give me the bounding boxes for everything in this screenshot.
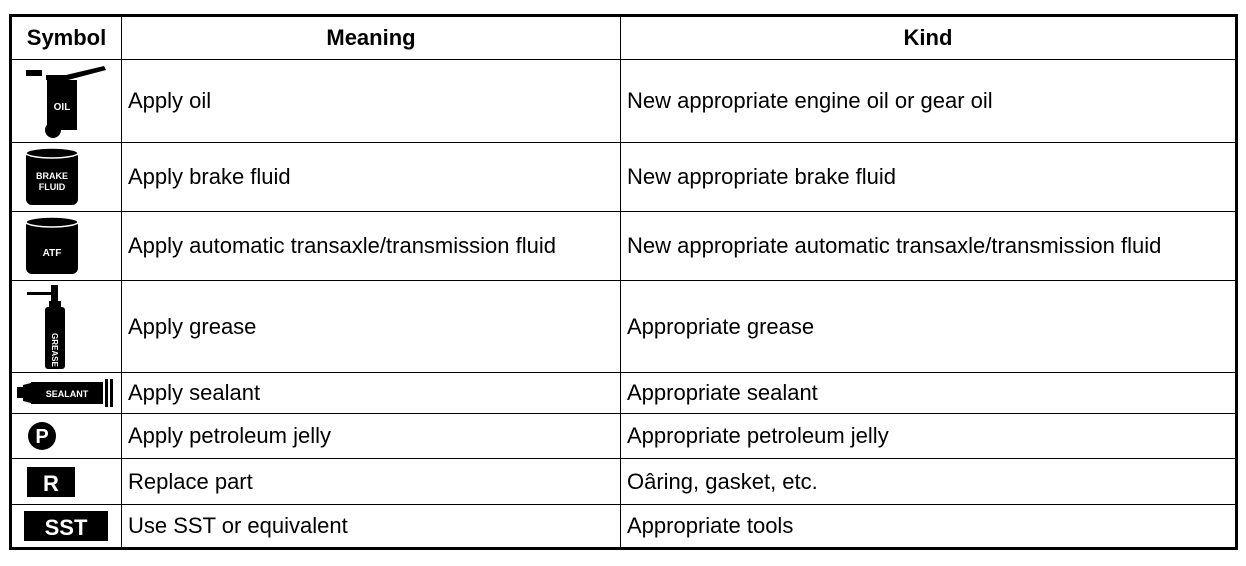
petroleum-jelly-icon [22, 418, 112, 454]
symbol-cell [12, 281, 121, 372]
svg-text:OIL: OIL [53, 102, 70, 113]
sealant-tube-icon [16, 376, 118, 410]
kind-cell: Appropriate sealant [620, 373, 1235, 413]
svg-text:GREASE: GREASE [49, 332, 59, 367]
table-row [12, 211, 1235, 280]
meaning-cell: Apply grease [121, 281, 620, 372]
header-kind: Kind [620, 17, 1235, 59]
table-row [12, 59, 1235, 142]
meaning-cell: Apply automatic transaxle/transmission fluid [121, 212, 620, 280]
kind-cell: New appropriate brake fluid [620, 143, 1235, 211]
kind-cell: New appropriate automatic transaxle/transmission fluid [620, 212, 1235, 280]
kind-cell: Appropriate grease [620, 281, 1235, 372]
meaning-cell: Apply sealant [121, 373, 620, 413]
kind-cell: Appropriate tools [620, 505, 1235, 547]
symbol-cell [12, 505, 121, 547]
oil-can-icon [22, 61, 112, 141]
symbol-cell [12, 373, 121, 413]
symbol-cell [12, 212, 121, 280]
table-row [12, 413, 1235, 458]
svg-text:P: P [34, 426, 49, 448]
symbol-table [9, 14, 1238, 550]
sst-icon [22, 508, 112, 544]
symbol-cell [12, 414, 121, 458]
meaning-cell: Apply oil [121, 60, 620, 142]
header-meaning: Meaning [121, 17, 620, 59]
svg-text:SST: SST [44, 515, 87, 540]
table-row [12, 142, 1235, 211]
kind-cell: Oâring, gasket, etc. [620, 459, 1235, 504]
replace-part-icon [22, 464, 112, 500]
header-symbol: Symbol [26, 25, 107, 50]
meaning-cell: Apply brake fluid [121, 143, 620, 211]
table-row [12, 280, 1235, 372]
kind-cell: Appropriate petroleum jelly [620, 414, 1235, 458]
grease-spray-icon [22, 283, 112, 371]
meaning-cell: Use SST or equivalent [121, 505, 620, 547]
svg-text:ATF: ATF [42, 248, 61, 259]
svg-text:BRAKE: BRAKE [35, 171, 68, 181]
symbol-cell [12, 60, 121, 142]
table-row [12, 372, 1235, 413]
symbol-cell [12, 143, 121, 211]
table-row [12, 458, 1235, 504]
svg-text:SEALANT: SEALANT [45, 389, 88, 399]
table-row [12, 504, 1235, 547]
svg-text:FLUID: FLUID [38, 182, 65, 192]
header-row [12, 17, 1235, 59]
kind-cell: New appropriate engine oil or gear oil [620, 60, 1235, 142]
brake-fluid-can-icon [22, 145, 112, 209]
atf-can-icon [22, 214, 112, 278]
meaning-cell: Replace part [121, 459, 620, 504]
meaning-cell: Apply petroleum jelly [121, 414, 620, 458]
symbol-cell [12, 459, 121, 504]
svg-text:R: R [42, 470, 59, 496]
